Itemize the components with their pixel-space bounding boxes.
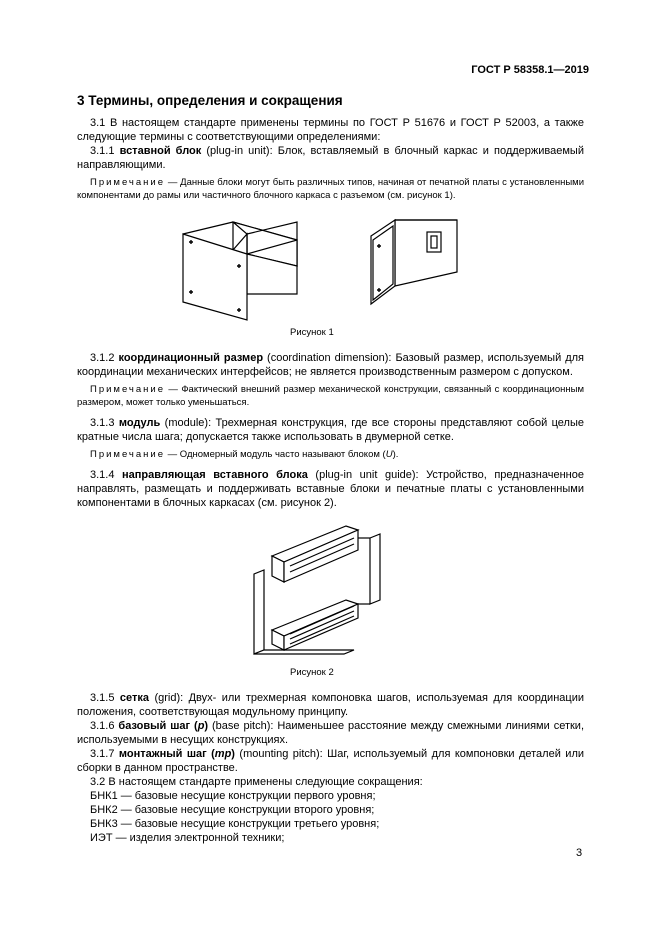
paragraph-3-1: 3.1 В настоящем стандарте применены термины по ГОСТ Р 51676 и ГОСТ Р 52003, а также следующие термины с соответствующими определениями:: [77, 117, 584, 143]
note-text: — Фактический внешний размер механической конструкции, связанный с координационным размером, может только уменьшаться.: [77, 384, 584, 408]
note-label: Примечание: [90, 449, 165, 460]
abbreviation-item: БНК2 — базовые несущие конструкции второго уровня;: [90, 804, 375, 816]
document-id: ГОСТ Р 58358.1—2019: [471, 64, 589, 76]
note-3: [77, 448, 584, 461]
figure-2-unit-guide: [250, 518, 390, 658]
upper-guide-drawing: [272, 526, 358, 582]
abbreviation-item: БНК3 — базовые несущие конструкции третьего уровня;: [90, 818, 380, 830]
note-label: Примечание: [90, 384, 165, 395]
term-3-1-5: [77, 691, 584, 719]
term-number: 3.1.1: [90, 145, 115, 157]
term-number: 3.1.3: [90, 417, 115, 429]
plug-in-box-drawing: [183, 222, 297, 320]
section-title: 3 Термины, определения и сокращения: [77, 93, 343, 108]
note-label: Примечание: [90, 177, 165, 188]
term-3-1-2: [77, 351, 584, 379]
term-name: вставной блок: [119, 145, 202, 157]
term-3-1-1: [77, 144, 584, 172]
figure-2-caption: Рисунок 2: [290, 667, 334, 678]
note-text: — Одномерный модуль часто называют блоком (: [165, 449, 386, 460]
term-definition: (plug-in unit): Блок, вставляемый в блочный каркас и поддерживаемый направляющими.: [77, 145, 584, 171]
term-number: 3.1.6: [90, 720, 115, 732]
term-symbol: p: [197, 720, 205, 732]
note-text: — Данные блоки могут быть различных типов, начиная от печатной платы с установленными компонентами до рамы или частичного блочного каркаса с разъемом (см. рисунок 1).: [77, 177, 584, 201]
lower-guide-drawing: [272, 600, 358, 650]
note-1: [77, 176, 584, 202]
term-symbol: mp: [214, 748, 232, 760]
unit-symbol: U: [385, 449, 393, 460]
term-name: направляющая вставного блока: [122, 469, 308, 481]
plug-in-card-drawing: [371, 220, 457, 304]
term-definition: (plug-in unit guide): Устройство, предназначенное направлять, размещать и поддерживать вставные блоки и печатные платы с установленными компонентами в блочных каркасах (см. рисунок 2).: [77, 469, 584, 509]
term-definition: (module): Трехмерная конструкция, где все стороны представляют собой целые кратные числа шага; допускается также использовать в двумерной сетке.: [77, 417, 585, 443]
term-definition: (grid): Двух- или трехмерная компоновка шагов, используемая для координации положения, соответствующая модульному принципу.: [77, 692, 584, 718]
term-definition: (mounting pitch): Шаг, используемый для компоновки деталей или сборки в данном пространстве.: [77, 748, 585, 774]
term-name-close: ): [231, 748, 235, 760]
term-3-1-3: [77, 416, 584, 444]
note-text-end: ).: [392, 449, 399, 460]
note-2: [77, 383, 584, 409]
term-definition: (coordination dimension): Базовый размер, используемый для координации механических интерфейсов; не является производственным размером с допуском.: [77, 352, 585, 378]
abbreviation-item: БНК1 — базовые несущие конструкции первого уровня;: [90, 790, 376, 802]
term-3-1-4: [77, 468, 584, 510]
term-definition: (base pitch): Наименьшее расстояние между смежными линиями сетки, используемыми в несущих конструкциях.: [77, 720, 585, 746]
term-3-1-7: [77, 747, 584, 775]
term-name: [118, 720, 208, 732]
abbreviation-item: ИЭТ — изделия электронной техники;: [90, 832, 285, 844]
term-name: [119, 748, 235, 760]
term-name: координационный размер: [118, 352, 264, 364]
term-number: 3.1.2: [90, 352, 115, 364]
term-name-close: ): [204, 720, 209, 732]
term-name-text: монтажный шаг (: [118, 748, 215, 760]
term-number: 3.1.5: [90, 692, 115, 704]
term-3-1-6: [77, 719, 584, 747]
figure-1-caption: Рисунок 1: [290, 327, 334, 338]
term-name: модуль: [118, 417, 161, 429]
figure-1-plug-in-unit: [175, 214, 485, 324]
term-name: сетка: [119, 692, 150, 704]
term-number: 3.1.4: [90, 469, 115, 481]
page-number: 3: [576, 847, 583, 859]
term-name-text: базовый шаг (: [118, 720, 198, 732]
term-number: 3.1.7: [90, 748, 115, 760]
paragraph-3-2: 3.2 В настоящем стандарте применены следующие сокращения:: [90, 776, 423, 788]
